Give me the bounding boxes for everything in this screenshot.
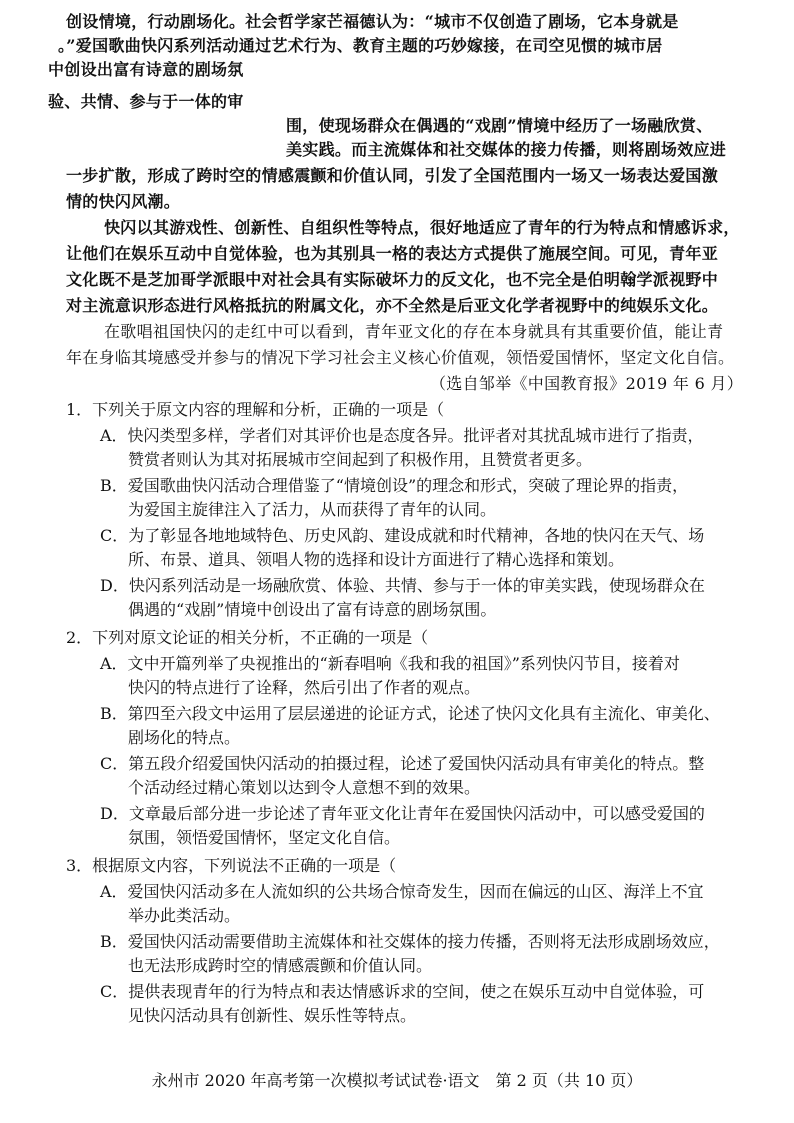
passage-line: 美实践。而主流媒体和社交媒体的接力传播，则将剧场效应进 [286, 140, 727, 159]
passage-line: 对主流意识形态进行风格抵抗的附属文化，亦不全然是后亚文化学者视野中的纯娱乐文化。 [66, 296, 719, 315]
option-a-line1: A．爱国快闪活动多在人流如织的公共场合惊奇发生，因而在偏远的山区、海洋上不宜 [100, 882, 704, 901]
option-b-line2: 剧场化的特点。 [128, 728, 241, 747]
passage-line: 在歌唱祖国快闪的走红中可以看到，青年亚文化的存在本身就具有其重要价值，能让青 [104, 322, 724, 341]
option-a-line2: 举办此类活动。 [128, 906, 241, 925]
question-title: 2．下列对原文论证的相关分析，不正确的一项是（ [66, 628, 429, 647]
option-c-line2: 见快闪活动具有创新性、娱乐性等特点。 [128, 1006, 417, 1025]
option-c-line1: C．为了彰显各地地域特色、历史风韵、建设成就和时代精神，各地的快闪在天气、场 [100, 526, 705, 545]
option-b-line2: 也无法形成跨时空的情感震颤和价值认同。 [128, 956, 433, 975]
option-d-line1: D．文章最后部分进一步论述了青年亚文化让青年在爱国快闪活动中，可以感受爱国的 [100, 804, 705, 823]
option-b-line1: B．第四至六段文中运用了层层递进的论证方式，论述了快闪文化具有主流化、审美化、 [100, 704, 720, 723]
question-title: 3．根据原文内容，下列说法不正确的一项是（ [66, 856, 397, 875]
passage-line: 围，使现场群众在偶遇的“戏剧”情境中经历了一场融欣赏、 [286, 116, 713, 135]
option-a-line2: 赞赏者则认为其对拓展城市空间起到了积极作用，且赞赏者更多。 [128, 450, 593, 469]
passage-line: 验、共情、参与于一体的审 [48, 92, 244, 111]
option-b-line2: 为爱国主旋律注入了活力，从而获得了青年的认同。 [128, 500, 497, 519]
option-d-line1: D．快闪系列活动是一场融欣赏、体验、共情、参与于一体的审美实践，使现场群众在 [100, 576, 705, 595]
option-a-line2: 快闪的特点进行了诠释，然后引出了作者的观点。 [128, 678, 481, 697]
passage-line: 文化既不是芝加哥学派眼中对社会具有实际破坏力的反文化，也不完全是伯明翰学派视野中 [66, 270, 719, 289]
option-b-line1: B．爱国快闪活动需要借助主流媒体和社交媒体的接力传播，否则将无法形成剧场效应， [100, 932, 720, 951]
option-a-line1: A．文中开篇列举了央视推出的“新春唱响《我和我的祖国》”系列快闪节目，接着对 [100, 654, 680, 673]
option-b-line1: B．爱国歌曲快闪活动合理借鉴了“情境创设”的理念和形式，突破了理论界的指责， [100, 476, 689, 495]
passage-line: 。”爱国歌曲快闪系列活动通过艺术行为、教育主题的巧妙嫁接，在司空见惯的城市居 [58, 36, 663, 55]
option-d-line2: 氛围，领悟爱国情怀，坚定文化自信。 [128, 828, 401, 847]
option-c-line1: C．提供表现青年的行为特点和表达情感诉求的空间，使之在娱乐互动中自觉体验，可 [100, 982, 705, 1001]
option-c-line1: C．第五段介绍爱国快闪活动的拍摄过程，论述了爱国快闪活动具有审美化的特点。整 [100, 754, 705, 773]
passage-line: 一步扩散，形成了跨时空的情感震颤和价值认同，引发了全国范围内一场又一场表达爱国激 [66, 166, 719, 185]
option-c-line2: 所、布景、道具、领唱人物的选择和设计方面进行了精心选择和策划。 [128, 550, 625, 569]
passage-line: 年在身临其境感受并参与的情况下学习社会主义核心价值观，领悟爱国情怀，坚定文化自信。 [66, 348, 735, 367]
passage-line: 让他们在娱乐互动中自觉体验，也为其别具一格的表达方式提供了施展空间。可见，青年亚 [66, 244, 719, 263]
passage-source: （选自邹举《中国教育报》2019 年 6 月） [430, 374, 744, 393]
page-footer: 永州市 2020 年高考第一次模拟考试试卷·语文 第 2 页（共 10 页） [151, 1071, 643, 1090]
passage-line: 快闪以其游戏性、创新性、自组织性等特点，很好地适应了青年的行为特点和情感诉求， [104, 218, 740, 237]
option-d-line2: 偶遇的“戏剧”情境中创设出了富有诗意的剧场氛围。 [128, 600, 497, 619]
passage-line: 创设情境，行动剧场化。社会哲学家芒福德认为：“城市不仅创造了剧场，它本身就是 [66, 12, 679, 31]
passage-line: 中创设出富有诗意的剧场氛 [48, 60, 244, 79]
question-title: 1．下列关于原文内容的理解和分析，正确的一项是（ [66, 400, 445, 419]
passage-line: 情的快闪风潮。 [66, 192, 181, 211]
option-a-line1: A．快闪类型多样，学者们对其评价也是态度各异。批评者对其扰乱城市进行了指责， [100, 426, 704, 445]
option-c-line2: 个活动经过精心策划以达到令人意想不到的效果。 [128, 778, 481, 797]
